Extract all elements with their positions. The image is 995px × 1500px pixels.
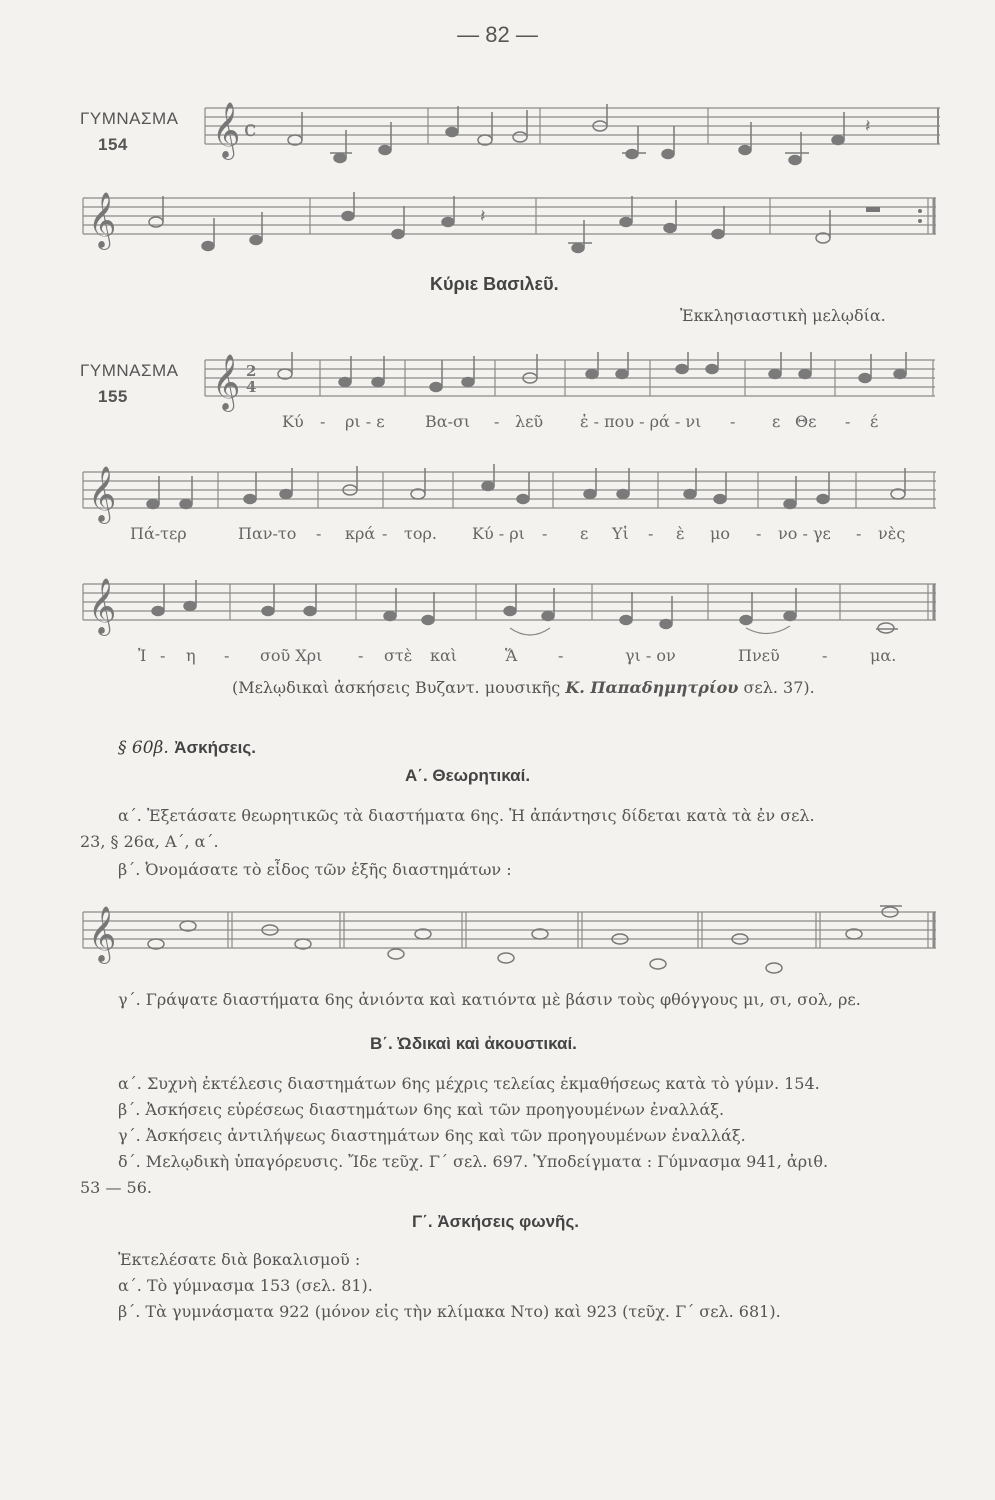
treble-clef-icon: 𝄞 bbox=[88, 578, 117, 634]
part-b-item: γ΄. Ἀσκήσεις ἀντιλήψεως διαστημάτων 6ης καὶ τῶν προηγουμένων ἐναλλάξ. bbox=[118, 1126, 746, 1145]
source-pre: (Μελῳδικαὶ ἀσκήσεις Βυζαντ. μουσικῆς bbox=[232, 678, 561, 697]
lyric-syllable: Παν-το bbox=[238, 524, 297, 543]
lyric-syllable: Ἰ bbox=[138, 646, 147, 665]
lyric-syllable: - bbox=[648, 524, 654, 543]
lyric-syllable: γι - ον bbox=[625, 646, 676, 665]
lyric-syllable: νο - γε bbox=[778, 524, 831, 543]
source-author: Κ. Παπαδημητρίου bbox=[565, 678, 739, 697]
lyric-syllable: καὶ bbox=[430, 646, 458, 665]
lyric-syllable: ρι - ε bbox=[345, 412, 385, 431]
lyric-syllable: - bbox=[756, 524, 762, 543]
source-citation bbox=[232, 678, 815, 697]
lyric-syllable: νὲς bbox=[878, 524, 906, 543]
lyric-syllable: ἐ - που - ρά - νι bbox=[580, 412, 702, 431]
staff-155-line2 bbox=[78, 464, 945, 524]
time-signature-top: 2 bbox=[246, 362, 257, 380]
lyric-syllable: Πά-τερ bbox=[130, 524, 187, 543]
part-c-item: Ἐκτελέσατε διὰ βοκαλισμοῦ : bbox=[118, 1250, 361, 1269]
part-a-item-c: γ΄. Γράψατε διαστήματα 6ης ἀνιόντα καὶ κατιόντα μὲ βάσιν τοὺς φθόγγους μι, σι, σολ, ρε. bbox=[118, 990, 861, 1009]
exercise-label-text: ΓΥΜΝΑΣΜΑ bbox=[80, 361, 179, 380]
lyric-syllable: τορ. bbox=[404, 524, 437, 543]
interval-staff bbox=[78, 904, 945, 984]
lyric-syllable: ὲ bbox=[676, 524, 685, 543]
staff-155-line1 bbox=[200, 352, 945, 412]
lyric-syllable: - bbox=[316, 524, 322, 543]
part-b-item: α΄. Συχνὴ ἐκτέλεσις διαστημάτων 6ης μέχρις τελείας ἐκμαθήσεως κατὰ τὸ γύμν. 154. bbox=[118, 1074, 820, 1093]
part-b-item-cont: 53 — 56. bbox=[80, 1178, 152, 1197]
lyric-syllable: Πνεῦ bbox=[738, 646, 780, 665]
section-heading bbox=[118, 738, 256, 758]
lyric-syllable: μα. bbox=[870, 646, 897, 665]
lyric-syllable: Υἱ bbox=[612, 524, 629, 543]
treble-clef-icon: 𝄞 bbox=[88, 906, 117, 962]
section-number: § 60β. bbox=[118, 738, 169, 758]
staff-155-line3 bbox=[78, 576, 945, 646]
lyric-syllable: - bbox=[494, 412, 500, 431]
part-c-item: β΄. Τὰ γυμνάσματα 922 (μόνον εἰς τὴν κλίμακα Ντο) καὶ 923 (τεῦχ. Γ΄ σελ. 681). bbox=[118, 1302, 781, 1321]
exercise-label-text: ΓΥΜΝΑΣΜΑ bbox=[80, 109, 179, 128]
song-title: Κύριε Βασιλεῦ. bbox=[430, 274, 559, 294]
treble-clef-icon: 𝄞 bbox=[88, 192, 117, 248]
time-signature-bottom: 4 bbox=[246, 378, 257, 396]
lyric-syllable: - bbox=[542, 524, 548, 543]
part-c-heading: Γ΄. Ἀσκήσεις φωνῆς. bbox=[412, 1212, 580, 1231]
lyric-syllable: Κύ bbox=[282, 412, 304, 431]
lyric-syllable: μο bbox=[710, 524, 731, 543]
lyric-syllable: - bbox=[160, 646, 166, 665]
treble-clef-icon: 𝄞 bbox=[212, 354, 241, 410]
part-b-item: δ΄. Μελῳδικὴ ὑπαγόρευσις. Ἴδε τεῦχ. Γ΄ σελ. 697. Ὑποδείγματα : Γύμνασμα 941, ἀριθ. bbox=[118, 1152, 829, 1171]
part-a-item-a-cont: 23, § 26α, Α΄, α΄. bbox=[80, 832, 219, 851]
lyric-syllable: - bbox=[845, 412, 851, 431]
common-time-icon: c bbox=[244, 117, 257, 142]
lyric-syllable: - bbox=[358, 646, 364, 665]
whole-rest-icon bbox=[866, 207, 880, 212]
lyric-syllable: Κύ - ρι bbox=[472, 524, 525, 543]
quarter-rest-icon: 𝄽 bbox=[865, 116, 871, 137]
part-b-heading: Β΄. Ὠδικαὶ καὶ ἀκουστικαί. bbox=[370, 1034, 577, 1053]
quarter-rest-icon: 𝄽 bbox=[480, 206, 486, 227]
lyric-syllable: στὲ bbox=[384, 646, 413, 665]
section-title: Ἀσκήσεις. bbox=[174, 738, 256, 757]
lyric-syllable: κρά bbox=[345, 524, 376, 543]
lyric-syllable: Ἅ bbox=[505, 646, 518, 665]
lyric-syllable: - bbox=[558, 646, 564, 665]
lyric-syllable: - bbox=[856, 524, 862, 543]
treble-clef-icon: 𝄞 bbox=[88, 466, 117, 522]
exercise-number: 154 bbox=[98, 135, 128, 154]
lyric-syllable: η bbox=[186, 646, 196, 665]
lyric-syllable: έ bbox=[870, 412, 879, 431]
lyric-syllable: - bbox=[822, 646, 828, 665]
lyric-syllable: Βα-σι bbox=[425, 412, 471, 431]
page-number: — 82 — bbox=[457, 22, 538, 47]
part-a-item-a: α΄. Ἐξετάσατε θεωρητικῶς τὰ διαστήματα 6ης. Ἡ ἀπάντησις δίδεται κατὰ τὰ ἐν σελ. bbox=[118, 806, 815, 825]
lyric-syllable: - bbox=[224, 646, 230, 665]
exercise-155-label bbox=[80, 358, 179, 410]
staff-154-line1 bbox=[200, 100, 945, 180]
lyric-syllable: ε bbox=[580, 524, 589, 543]
lyric-syllable: - bbox=[730, 412, 736, 431]
treble-clef-icon: 𝄞 bbox=[212, 102, 241, 158]
exercise-number: 155 bbox=[98, 387, 128, 406]
lyric-syllable: λεῦ bbox=[515, 412, 544, 431]
lyric-syllable: - bbox=[320, 412, 326, 431]
source-post: σελ. 37). bbox=[743, 678, 815, 697]
exercise-154-label bbox=[80, 106, 179, 158]
repeat-dot-icon bbox=[918, 219, 922, 223]
song-attribution: Ἐκκλησιαστικὴ μελῳδία. bbox=[680, 306, 886, 325]
lyric-syllable: - bbox=[382, 524, 388, 543]
lyric-syllable: ε bbox=[772, 412, 781, 431]
part-a-item-b: β΄. Ὀνομάσατε τὸ εἶδος τῶν ἑξῆς διαστημάτων : bbox=[118, 860, 512, 879]
part-c-item: α΄. Τὸ γύμνασμα 153 (σελ. 81). bbox=[118, 1276, 373, 1295]
part-a-heading: Α΄. Θεωρητικαί. bbox=[405, 766, 531, 785]
staff-154-line2 bbox=[78, 190, 945, 270]
part-b-item: β΄. Ἀσκήσεις εὑρέσεως διαστημάτων 6ης καὶ τῶν προηγουμένων ἐναλλάξ. bbox=[118, 1100, 725, 1119]
lyric-syllable: σοῦ Χρι bbox=[260, 646, 323, 665]
repeat-dot-icon bbox=[918, 209, 922, 213]
lyric-syllable: Θε bbox=[795, 412, 817, 431]
